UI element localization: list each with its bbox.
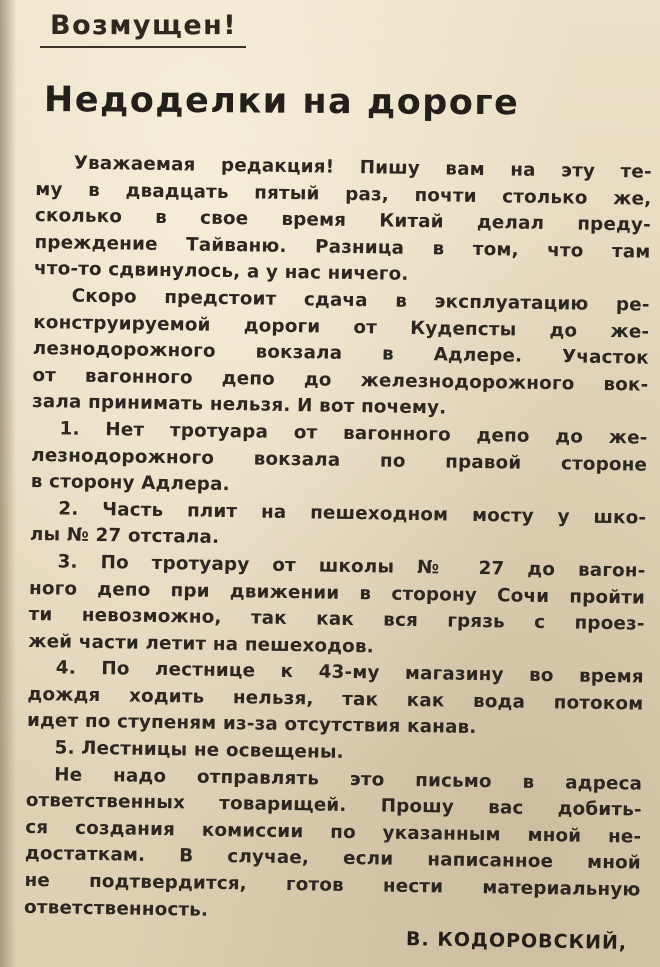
article-line: от вагонного депо до железнодорожного вок- [32,364,649,396]
article-line: ответственных товарищей. Прошу вас добить- [25,790,642,821]
article-body [24,150,652,931]
article-line: жей части летит на пешеходов. [28,630,374,658]
article-line: лы № 27 отстала. [29,524,220,549]
article-line: зала принимать нельзя. И вот почему. [31,391,447,419]
article-line: ного депо при движении в сторону Сочи пройти [28,577,646,609]
article-line: ся создания комиссии по указанным мной не- [25,816,642,848]
article-line: идет по ступеням из-за отсутствия канав. [26,710,477,739]
article-line: конструируемой дороги от Кудепсты до же- [33,311,650,343]
article-line: достаткам. В случае, если написанное мной [24,843,642,875]
article-headline: Недоделки на дороге [43,80,520,124]
article-line: ответственность. [23,896,209,921]
article-line: в сторону Адлера. [30,471,230,496]
article-line: сколько в свое время Китай делал преду- [34,205,652,236]
article-line: лезнодорожного вокзала по правой стороне [31,444,648,476]
article-line: преждение Тайваню. Разница в том, что там [34,231,651,263]
paper-fold-shadow [0,0,16,967]
author-signature: В. КОДОРОВСКИЙ, [405,928,628,954]
article-line: 1. Нет тротуара от вагонного депо до же- [59,418,648,449]
article-line: Скоро предстоит сдача в эксплуатацию ре- [71,285,650,316]
article-line: 4. По лестнице к 43-му магазину во время [55,657,644,688]
article-line: лезнодорожного вокзала в Адлере. Участок [32,338,649,369]
rubric-underline [40,46,246,48]
article-line: ти невозможно, так как вся грязь с проез- [28,604,645,635]
article-line: что-то сдвинулось, а у нас ничего. [33,258,409,286]
article-line: Не надо отправлять это письмо в адреса [54,764,643,795]
article-line: му в двадцать пятый раз, почти столько же, [35,178,652,210]
article-line: 2. Часть плит на пешеходном мосту у шко- [58,498,647,529]
rubric-box [40,4,246,48]
article-line: 5. Лестницы не освещены. [54,737,344,763]
article-line: 3. По тротуару от школы № 27 до вагон- [57,551,646,582]
article-line: не подтвердится, готов нести материальную [24,869,641,901]
article-line: Уважаемая редакция! Пишу вам на эту те- [73,152,652,183]
article-line: дождя ходить нельзя, так как вода потоком [27,683,644,715]
rubric-label: Возмущен! [50,10,238,41]
